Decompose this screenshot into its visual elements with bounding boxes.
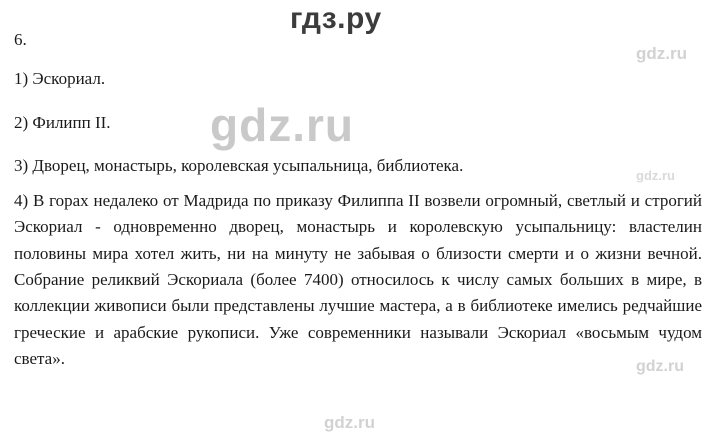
watermark-middle-right: gdz.ru — [636, 168, 675, 183]
watermark-top-right: gdz.ru — [636, 44, 687, 63]
answer-item-1: 1) Эскориал. — [14, 69, 106, 89]
answer-item-2: 2) Филипп II. — [14, 112, 111, 132]
answer-item-4-paragraph: 4) В горах недалеко от Мадрида по приказу Филиппа II возвели огромный, светлый и строгий Эскориал - одновременно дворец, монастырь и королевскую усыпальницу: властелин половины мира хотел жить, ни на минуту не забывая о близости смерти и о жизни вечной. Собрание реликвий Эскориала (более 7400) относилось к числу самых больших в мире, в коллекции живописи были представлены лучшие мастера, а в библиотеке имелись редчайшие греческие и арабские рукописи. Уже современники называли Эскориал «восьмым чудом света». — [14, 191, 702, 369]
site-logo: гдз.ру — [290, 2, 382, 35]
answer-item-3: 3) Дворец, монастырь, королевская усыпальница, библиотека. — [14, 155, 464, 175]
watermark-center: gdz.ru — [210, 99, 354, 151]
task-number: 6. — [14, 30, 27, 49]
watermark-bottom-center: gdz.ru — [324, 413, 375, 432]
watermark-bottom-right: gdz.ru — [636, 358, 684, 375]
